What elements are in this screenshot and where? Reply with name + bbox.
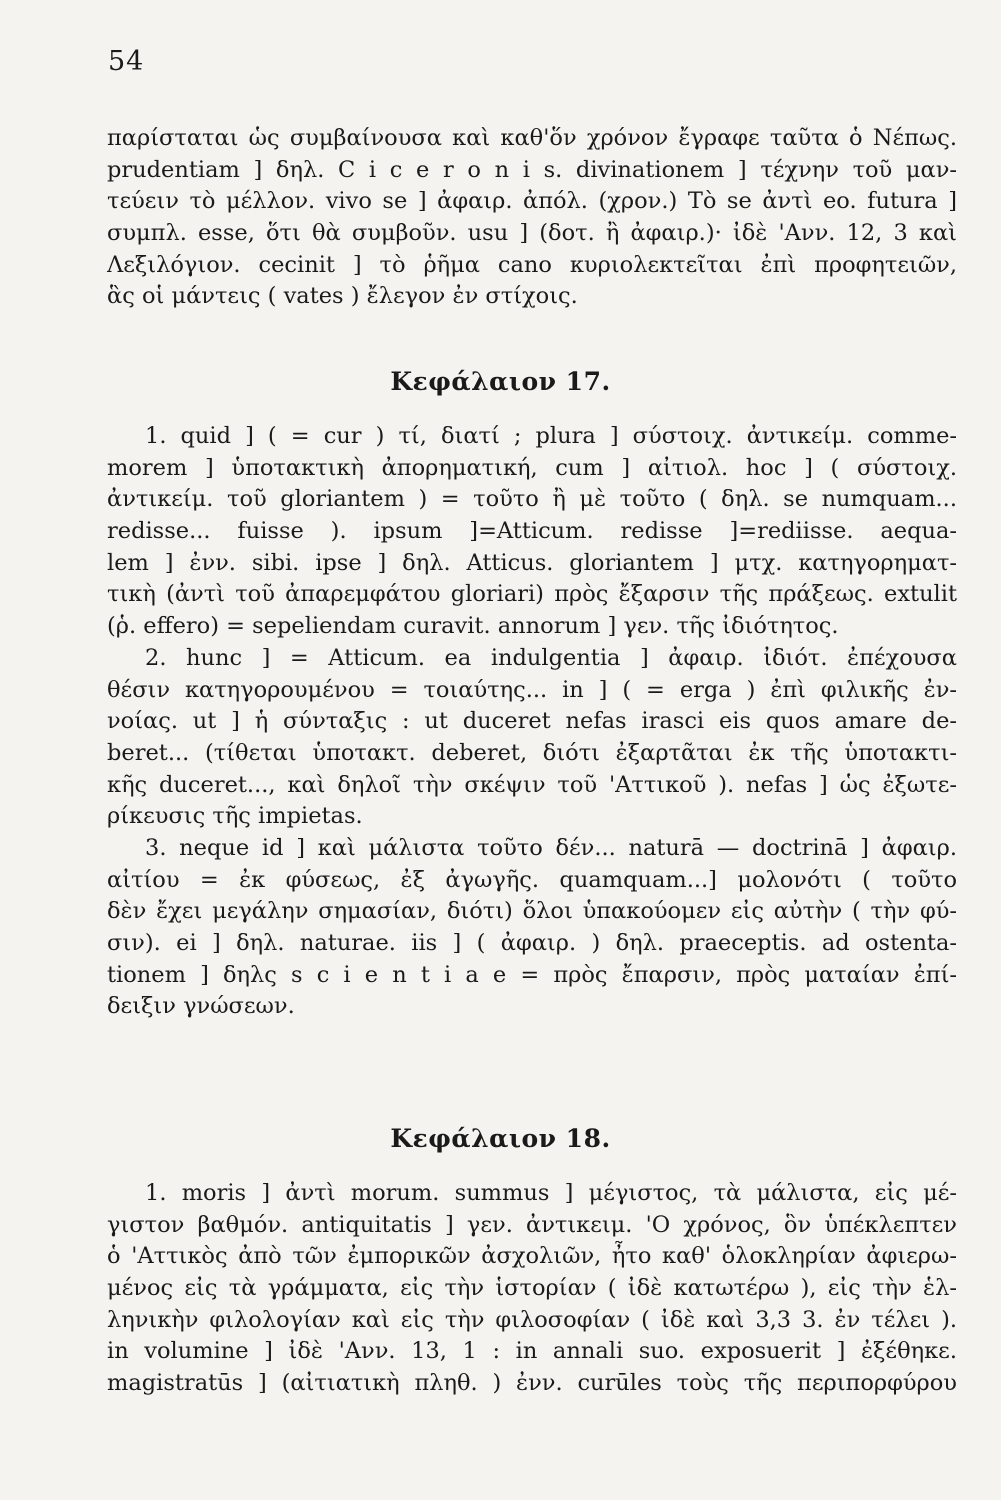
text-line: prudentiam ] δηλ. C i c e r o n i s. divinationem ] τέχνην τοῦ μαν- bbox=[107, 156, 957, 183]
text-line: 1. moris ] ἀντὶ morum. summus ] μέγιστος, τὰ μάλιστα, εἰς μέ- bbox=[145, 1180, 957, 1206]
text-line: σιν). ei ] δηλ. naturae. iis ] ( ἀφαιρ. ) δηλ. praeceptis. ad ostenta- bbox=[107, 930, 957, 956]
text-line: morem ] ὑποτακτικὴ ἀπορηματική, cum ] αἰτιολ. hoc ] ( σύστοιχ. bbox=[107, 454, 957, 481]
text-line: ἀντικείμ. τοῦ gloriantem ) = τοῦτο ἢ μὲ τοῦτο ( δηλ. se numquam... bbox=[107, 486, 957, 513]
text-line: παρίσταται ὡς συμβαίνουσα καὶ καθ'ὅν χρόνον ἔγραφε ταῦτα ὁ Νέπως. bbox=[107, 125, 957, 151]
chapter-18-text bbox=[107, 1178, 957, 1400]
text-line: in volumine ] ἰδὲ 'Ανν. 13, 1 : in annali suo. exposuerit ] ἐξέθηκε. bbox=[107, 1338, 957, 1365]
text-line: tionem ] δηλς s c i e n t i a e = πρὸς ἔπαρσιν, πρὸς ματαίαν ἐπί- bbox=[107, 961, 957, 988]
text-line: τικὴ (ἀντὶ τοῦ ἀπαρεμφάτου gloriari) πρὸς ἔξαρσιν τῆς πράξεως. extulit bbox=[107, 581, 957, 608]
text-line: ἃς οἱ μάντεις ( vates ) ἔλεγον ἐν στίχοις. bbox=[107, 283, 578, 310]
text-line: 2. hunc ] = Atticum. ea indulgentia ] ἀφαιρ. ἰδιότ. ἐπέχουσα bbox=[145, 644, 957, 671]
text-line: lem ] ἐνν. sibi. ipse ] δηλ. Atticus. gloriantem ] μτχ. κατηγορηματ- bbox=[107, 549, 957, 576]
text-line: συμπλ. esse, ὅτι θὰ συμβοῦν. usu ] (δοτ. ἢ ἀφαιρ.)· ἰδὲ 'Ανν. 12, 3 καὶ bbox=[107, 220, 957, 247]
chapter-17-heading: Κεφάλαιον 17. bbox=[390, 367, 611, 396]
text-line: 3. neque id ] καὶ μάλιστα τοῦτο δέν... naturā — doctrinā ] ἀφαιρ. bbox=[145, 834, 957, 861]
text-line: ὁ 'Αττικὸς ἀπὸ τῶν ἐμπορικῶν ἀσχολιῶν, ἦτο καθ' ὁλοκληρίαν ἀφιερω- bbox=[107, 1243, 957, 1270]
text-line: ληνικὴν φιλολογίαν καὶ εἰς τὴν φιλοσοφίαν ( ἰδὲ καὶ 3,3 3. ἐν τέλει ). bbox=[107, 1306, 957, 1333]
text-line: κῆς duceret..., καὶ δηλοῖ τὴν σκέψιν τοῦ 'Αττικοῦ ). nefas ] ὡς ἐξωτε- bbox=[107, 771, 957, 798]
text-line: αἰτίου = ἐκ φύσεως, ἐξ ἀγωγῆς. quamquam...] μολονότι ( τοῦτο bbox=[107, 866, 957, 893]
chapter-18-heading: Κεφάλαιον 18. bbox=[390, 1124, 611, 1153]
text-line: Λεξιλόγιον. cecinit ] τὸ ῥῆμα cano κυριολεκτεῖται ἐπὶ προφητειῶν, bbox=[107, 251, 957, 278]
text-line: γιστον βαθμόν. antiquitatis ] γεν. ἀντικειμ. 'Ο χρόνος, ὃν ὑπέκλεπτεν bbox=[107, 1211, 957, 1238]
text-line: νοίας. ut ] ἡ σύνταξις : ut duceret nefas irasci eis quos amare de- bbox=[107, 708, 957, 735]
text-line: μένος εἰς τὰ γράμματα, εἰς τὴν ἱστορίαν ( ἰδὲ κατωτέρω ), εἰς τὴν ἑλ- bbox=[107, 1275, 957, 1302]
text-line: beret... (τίθεται ὑποτακτ. deberet, διότι ἐξαρτᾶται ἐκ τῆς ὑποτακτι- bbox=[107, 739, 957, 766]
text-line: 1. quid ] ( = cur ) τί, διατί ; plura ] σύστοιχ. ἀντικείμ. comme- bbox=[145, 423, 957, 449]
text-line: θέσιν κατηγορουμένου = τοιαύτης... in ] ( = erga ) ἐπὶ φιλικῆς ἐν- bbox=[107, 676, 957, 703]
text-line: δὲν ἔχει μεγάλην σημασίαν, διότι) ὅλοι ὑπακούομεν εἰς αὐτὴν ( τὴν φύ- bbox=[107, 898, 957, 925]
text-line: (ῥ. effero) = sepeliendam curavit. annorum ] γεν. τῆς ἰδιότητος. bbox=[107, 613, 839, 640]
page-number: 54 bbox=[108, 46, 145, 77]
text-line: τεύειν τὸ μέλλον. vivo se ] ἀφαιρ. ἀπόλ. (χρον.) Τὸ se ἀντὶ eo. futura ] bbox=[107, 188, 957, 215]
text-line: magistratūs ] (αἰτιατικὴ πληθ. ) ἐνν. curūles τοὺς τῆς περιπορφύρου bbox=[107, 1370, 957, 1397]
text-line: redisse... fuisse ). ipsum ]=Atticum. redisse ]=rediisse. aequa- bbox=[107, 518, 957, 545]
text-line: ρίκευσις τῆς impietas. bbox=[107, 803, 363, 830]
text-line: δειξιν γνώσεων. bbox=[107, 993, 295, 1020]
intro-paragraph bbox=[107, 123, 957, 313]
chapter-17-text bbox=[107, 421, 957, 1023]
